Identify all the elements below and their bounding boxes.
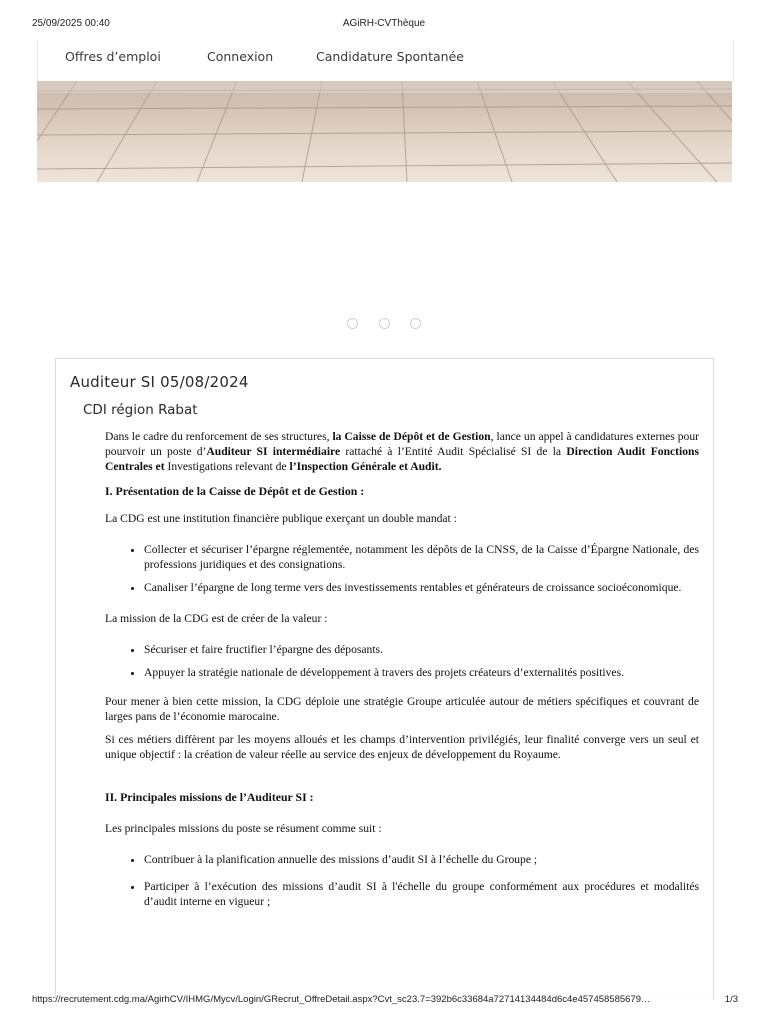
section-1-paragraph-4: Si ces métiers diffèrent par les moyens alloués et les champs d’intervention privilégiés, leur finalité converge vers un seul et unique objectif : la création de valeur réelle au service des enjeux de développement du Royaume. (105, 733, 699, 761)
job-offer-card (55, 358, 714, 999)
section-1-paragraph-2: La mission de la CDG est de créer de la valeur : (105, 612, 328, 625)
list-item: • Collecter et sécuriser l’épargne réglementée, notamment les dépôts de la CNSS, de la Caisse d’Épargne Nationale, des professions juridiques et des consignations. (144, 542, 699, 572)
nav-link-offres-emploi[interactable]: Offres d’emploi (65, 49, 161, 64)
job-description (105, 429, 699, 909)
top-navigation (37, 40, 734, 81)
list-item: • Appuyer la stratégie nationale de développement à travers des projets créateurs d’externalités positives. (144, 665, 699, 680)
carousel-dot-3[interactable] (410, 318, 421, 329)
print-page-title: AGiRH-CVThèque (342, 18, 426, 29)
list-item: • Participer à l’exécution des missions d’audit SI à l'échelle du groupe conformément aux procédures et modalités d’audit interne en vigueur ; (144, 879, 699, 909)
print-header (0, 0, 768, 40)
print-url: https://recrutement.cdg.ma/AgirhCV/IHMG/Mycv/Login/GRecrut_OffreDetail.aspx?Cvt_sc23.7=392b6c33684a72714134484d6c4e457458585679… (32, 994, 651, 1005)
list-item: • Sécuriser et faire fructifier l’épargne des déposants. (144, 642, 699, 657)
print-footer (0, 992, 768, 1012)
section-2-list (105, 852, 699, 909)
section-1-list-1 (105, 542, 699, 595)
job-title: Auditeur SI 05/08/2024 (70, 373, 249, 391)
header-banner-image (37, 81, 732, 182)
intro-paragraph: Dans le cadre du renforcement de ses structures, la Caisse de Dépôt et de Gestion, lance un appel à candidatures externes pour pourvoir un poste d’Auditeur SI intermédiaire rattaché à l’Entité Audit Spécialisé SI de la Direction Audit Fonctions Centrales et Investigations relevant de l’Inspection Générale et Audit. (105, 430, 700, 473)
section-1-paragraph-1: La CDG est une institution financière publique exerçant un double mandat : (105, 512, 457, 525)
tiled-floor-image (37, 81, 732, 182)
job-contract-location: CDI région Rabat (83, 402, 198, 418)
print-datetime: 25/09/2025 00:40 (32, 18, 110, 29)
section-1-paragraph-3: Pour mener à bien cette mission, la CDG déploie une stratégie Groupe articulée autour de métiers spécifiques et couvrant de larges pans de l’économie marocaine. (105, 695, 699, 723)
print-page-number: 1/3 (724, 994, 738, 1005)
section-2-paragraph-1: Les principales missions du poste se résument comme suit : (105, 822, 382, 835)
carousel-indicators (0, 316, 768, 334)
section-2-heading: II. Principales missions de l’Auditeur SI : (105, 790, 314, 804)
list-item: • Contribuer à la planification annuelle des missions d’audit SI à l’échelle du Groupe ; (144, 852, 699, 867)
section-1-list-2 (105, 642, 699, 680)
nav-link-candidature-spontanee[interactable]: Candidature Spontanée (316, 49, 464, 64)
carousel-dot-2[interactable] (379, 318, 390, 329)
list-item: • Canaliser l’épargne de long terme vers des investissements rentables et générateurs de croissance socioéconomique. (144, 580, 699, 595)
carousel-dot-1[interactable] (347, 318, 358, 329)
nav-link-connexion[interactable]: Connexion (207, 49, 274, 64)
section-1-heading: I. Présentation de la Caisse de Dépôt et de Gestion : (105, 484, 365, 498)
